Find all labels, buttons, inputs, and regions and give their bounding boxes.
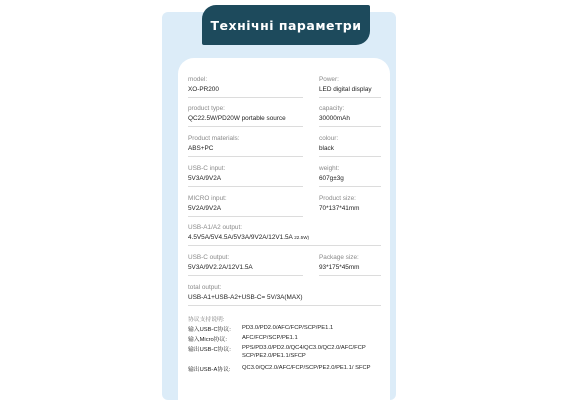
spec-micro-input	[188, 195, 227, 213]
spec-value: LED digital display	[319, 86, 372, 93]
protocol-value: QC3.0/QC2.0/AFC/FCP/SCP/PE2.0/PE1.1/ SFCP	[242, 365, 371, 371]
protocol-value: AFC/FCP/SCP/PE1.1	[242, 335, 298, 341]
spec-usba-output	[188, 224, 309, 242]
spec-total-output	[188, 284, 303, 302]
spec-power	[319, 76, 372, 94]
spec-label: model:	[188, 76, 208, 83]
spec-label: Power:	[319, 76, 339, 83]
divider	[188, 156, 303, 157]
divider	[188, 245, 381, 246]
spec-value: 30000mAh	[319, 115, 350, 122]
divider	[188, 186, 303, 187]
header-tab	[202, 5, 370, 45]
spec-value: 70*137*41mm	[319, 205, 360, 212]
spec-label: USB-C input:	[188, 165, 226, 172]
divider	[188, 97, 303, 98]
protocol-label: 输入USB-C协议:	[188, 327, 231, 333]
divider	[188, 216, 303, 217]
spec-value: 5V3A/9V2A	[188, 175, 222, 182]
protocol-label: 输入Micro协议:	[188, 337, 227, 343]
spec-label: Product materials:	[188, 135, 240, 142]
spec-label: Package size:	[319, 254, 359, 261]
divider	[188, 275, 303, 276]
protocol-value: PPS/PD3.0/PD2.0/QC4/QC3.0/QC2.0/AFC/FCP SCP/PE2.0/PE1.1/SFCP	[242, 345, 366, 359]
spec-label: capacity:	[319, 105, 345, 112]
spec-label: MICRO input:	[188, 195, 227, 202]
protocol-value: PD3.0/PD2.0/AFC/FCP/SCP/PE1.1	[242, 325, 334, 331]
spec-usbc-input	[188, 165, 225, 183]
spec-value: black	[319, 145, 334, 152]
spec-model	[188, 76, 219, 94]
spec-label: USB-C output:	[188, 254, 230, 261]
spec-value: 5V3A/9V2.2A/12V1.5A	[188, 264, 253, 271]
spec-value-suffix: 22.5W)	[294, 235, 310, 240]
spec-value: XO-PR200	[188, 86, 219, 93]
divider	[319, 156, 381, 157]
protocol-label: 输出USB-A协议:	[188, 367, 231, 373]
spec-value: USB-A1+USB-A2+USB-C= 5V/3A(MAX)	[188, 294, 303, 301]
spec-value-main: 4.5V5A/5V4.5A/5V3A/9V2A/12V1.5A	[188, 234, 293, 241]
spec-value: QC22.5W/PD20W portable source	[188, 115, 286, 122]
spec-label: weight:	[319, 165, 340, 172]
spec-weight	[319, 165, 344, 183]
divider	[319, 275, 381, 276]
spec-value: 5V2A/9V2A	[188, 205, 222, 212]
spec-value: 93*175*45mm	[319, 264, 360, 271]
page-title: Технічні параметри	[210, 17, 362, 33]
spec-product-size	[319, 195, 360, 213]
spec-value	[188, 234, 309, 242]
divider	[188, 305, 381, 306]
spec-label: total output:	[188, 284, 222, 291]
spec-label: Product size:	[319, 195, 356, 202]
spec-label: colour:	[319, 135, 339, 142]
spec-label: product type:	[188, 105, 225, 112]
spec-materials	[188, 135, 240, 153]
spec-label: USB-A1/A2 output:	[188, 224, 242, 231]
divider	[319, 186, 381, 187]
spec-package-size	[319, 254, 360, 272]
spec-card	[178, 58, 390, 400]
spec-value: ABS+PC	[188, 145, 214, 152]
spec-capacity	[319, 105, 350, 123]
divider	[319, 126, 381, 127]
protocol-heading: 协议支持说明:	[188, 317, 225, 323]
protocol-label: 输出USB-C协议:	[188, 347, 231, 353]
divider	[188, 126, 303, 127]
spec-colour	[319, 135, 338, 153]
divider	[319, 97, 381, 98]
spec-usbc-output	[188, 254, 253, 272]
spec-product-type	[188, 105, 286, 123]
spec-value: 607g±3g	[319, 175, 344, 182]
